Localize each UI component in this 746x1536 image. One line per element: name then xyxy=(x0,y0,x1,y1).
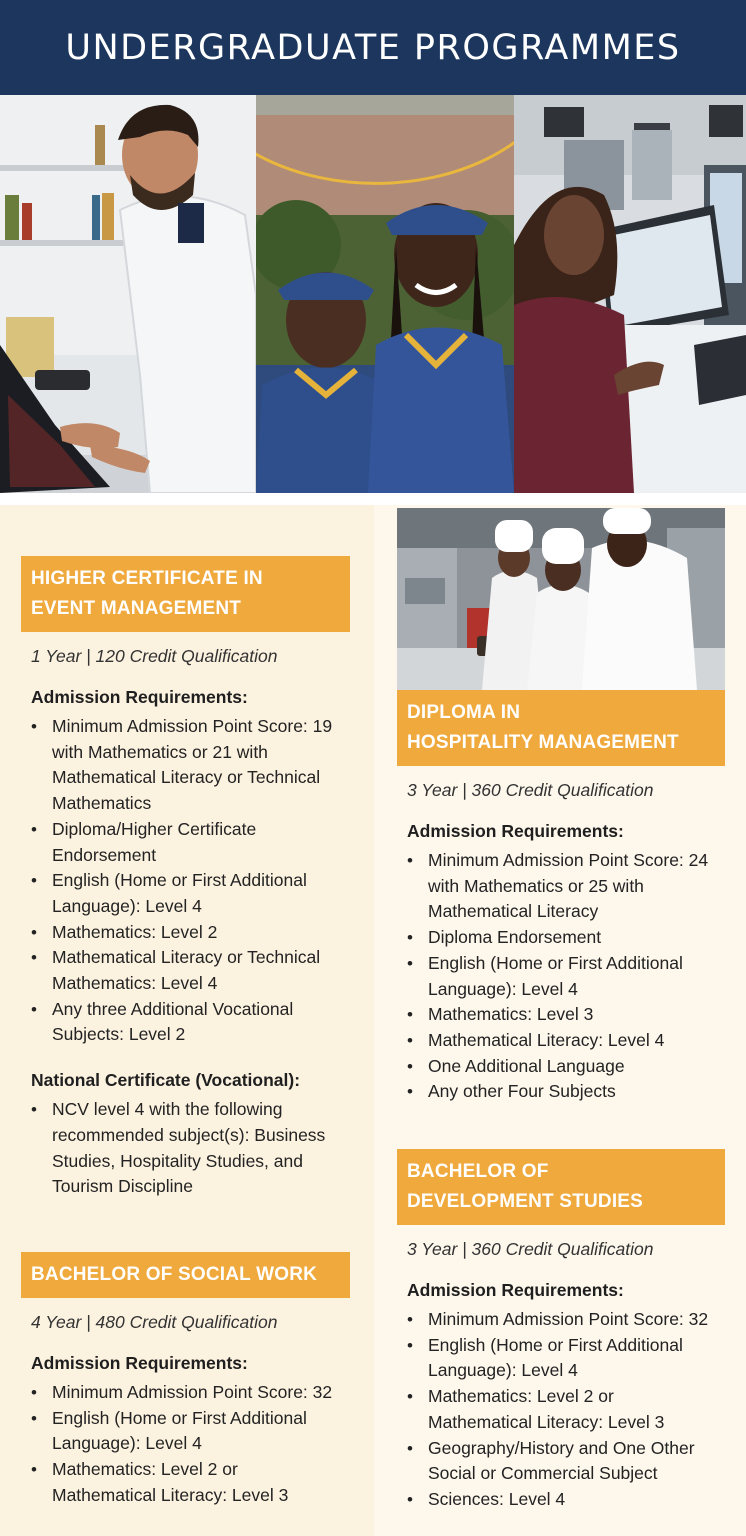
qualification-text: 1 Year | 120 Credit Qualification xyxy=(31,646,278,666)
admission-requirements-heading: Admission Requirements: xyxy=(31,1353,248,1373)
requirements-list xyxy=(397,848,725,1105)
list-item: • English (Home or First Additional Language): Level 4 xyxy=(52,868,350,919)
list-item: • NCV level 4 with the following recommended subject(s): Business Studies, Hospitality Studies, and Tourism Discipline xyxy=(52,1097,350,1200)
list-item: • Minimum Admission Point Score: 24 with Mathematics or 25 with Mathematical Literacy xyxy=(428,848,725,925)
event-management-section xyxy=(21,556,350,1200)
banner-line: HOSPITALITY MANAGEMENT xyxy=(407,732,679,753)
lab-student-photo xyxy=(0,95,256,493)
list-item: • Sciences: Level 4 xyxy=(428,1487,725,1513)
hospitality-section xyxy=(397,690,725,1105)
development-studies-banner xyxy=(397,1149,725,1225)
qualification-text: 4 Year | 480 Credit Qualification xyxy=(31,1312,278,1332)
banner-line: EVENT MANAGEMENT xyxy=(31,598,242,619)
list-item: • Mathematical Literacy: Level 4 xyxy=(428,1028,725,1054)
qualification-text: 3 Year | 360 Credit Qualification xyxy=(407,780,654,800)
list-item: • English (Home or First Additional Language): Level 4 xyxy=(428,951,725,1002)
list-item: • Diploma/Higher Certificate Endorsement xyxy=(52,817,350,868)
admission-requirements-heading: Admission Requirements: xyxy=(407,1280,624,1300)
computer-lab-photo xyxy=(514,95,746,493)
list-item: • Diploma Endorsement xyxy=(428,925,725,951)
page-header xyxy=(0,0,746,95)
list-item: • Mathematical Literacy or Technical Mathematics: Level 4 xyxy=(52,945,350,996)
hospitality-banner xyxy=(397,690,725,766)
banner-line: HIGHER CERTIFICATE IN xyxy=(31,568,263,589)
list-item: • One Additional Language xyxy=(428,1054,725,1080)
page-title: UNDERGRADUATE PROGRAMMES xyxy=(65,27,681,68)
section-divider xyxy=(0,493,746,505)
list-item: • Mathematics: Level 2 xyxy=(52,920,350,946)
requirements-list xyxy=(21,714,350,1048)
banner-line: BACHELOR OF xyxy=(407,1161,549,1182)
banner-line: BACHELOR OF SOCIAL WORK xyxy=(31,1264,318,1285)
list-item: • Geography/History and One Other Social or Commercial Subject xyxy=(428,1436,725,1487)
list-item: • Mathematics: Level 2 or Mathematical Literacy: Level 3 xyxy=(52,1457,350,1508)
ncv-heading: National Certificate (Vocational): xyxy=(31,1070,301,1091)
development-studies-section xyxy=(397,1149,725,1513)
list-item: • Minimum Admission Point Score: 32 xyxy=(428,1307,725,1333)
banner-line: DIPLOMA IN xyxy=(407,702,521,723)
requirements-list xyxy=(397,1307,725,1513)
banner-line: DEVELOPMENT STUDIES xyxy=(407,1191,644,1212)
requirements-list xyxy=(21,1380,350,1509)
list-item: • Mathematics: Level 3 xyxy=(428,1002,725,1028)
list-item: • Minimum Admission Point Score: 19 with Mathematics or 21 with Mathematical Literacy or Technical Mathematics xyxy=(52,714,350,817)
event-management-banner xyxy=(21,556,350,632)
list-item: • Minimum Admission Point Score: 32 xyxy=(52,1380,350,1406)
ncv-list xyxy=(21,1097,350,1200)
list-item: • Any three Additional Vocational Subjects: Level 2 xyxy=(52,997,350,1048)
social-work-section xyxy=(21,1252,350,1509)
admission-requirements-heading: Admission Requirements: xyxy=(407,821,624,841)
list-item: • Any other Four Subjects xyxy=(428,1079,725,1105)
list-item: • Mathematics: Level 2 or Mathematical Literacy: Level 3 xyxy=(428,1384,725,1435)
qualification-text: 3 Year | 360 Credit Qualification xyxy=(407,1239,654,1259)
campus-students-photo xyxy=(256,95,514,493)
list-item: • English (Home or First Additional Language): Level 4 xyxy=(428,1333,725,1384)
admission-requirements-heading: Admission Requirements: xyxy=(31,687,248,707)
photo-collage xyxy=(0,95,746,493)
social-work-banner xyxy=(21,1252,350,1298)
kitchen-chefs-photo xyxy=(397,508,725,690)
list-item: • English (Home or First Additional Language): Level 4 xyxy=(52,1406,350,1457)
